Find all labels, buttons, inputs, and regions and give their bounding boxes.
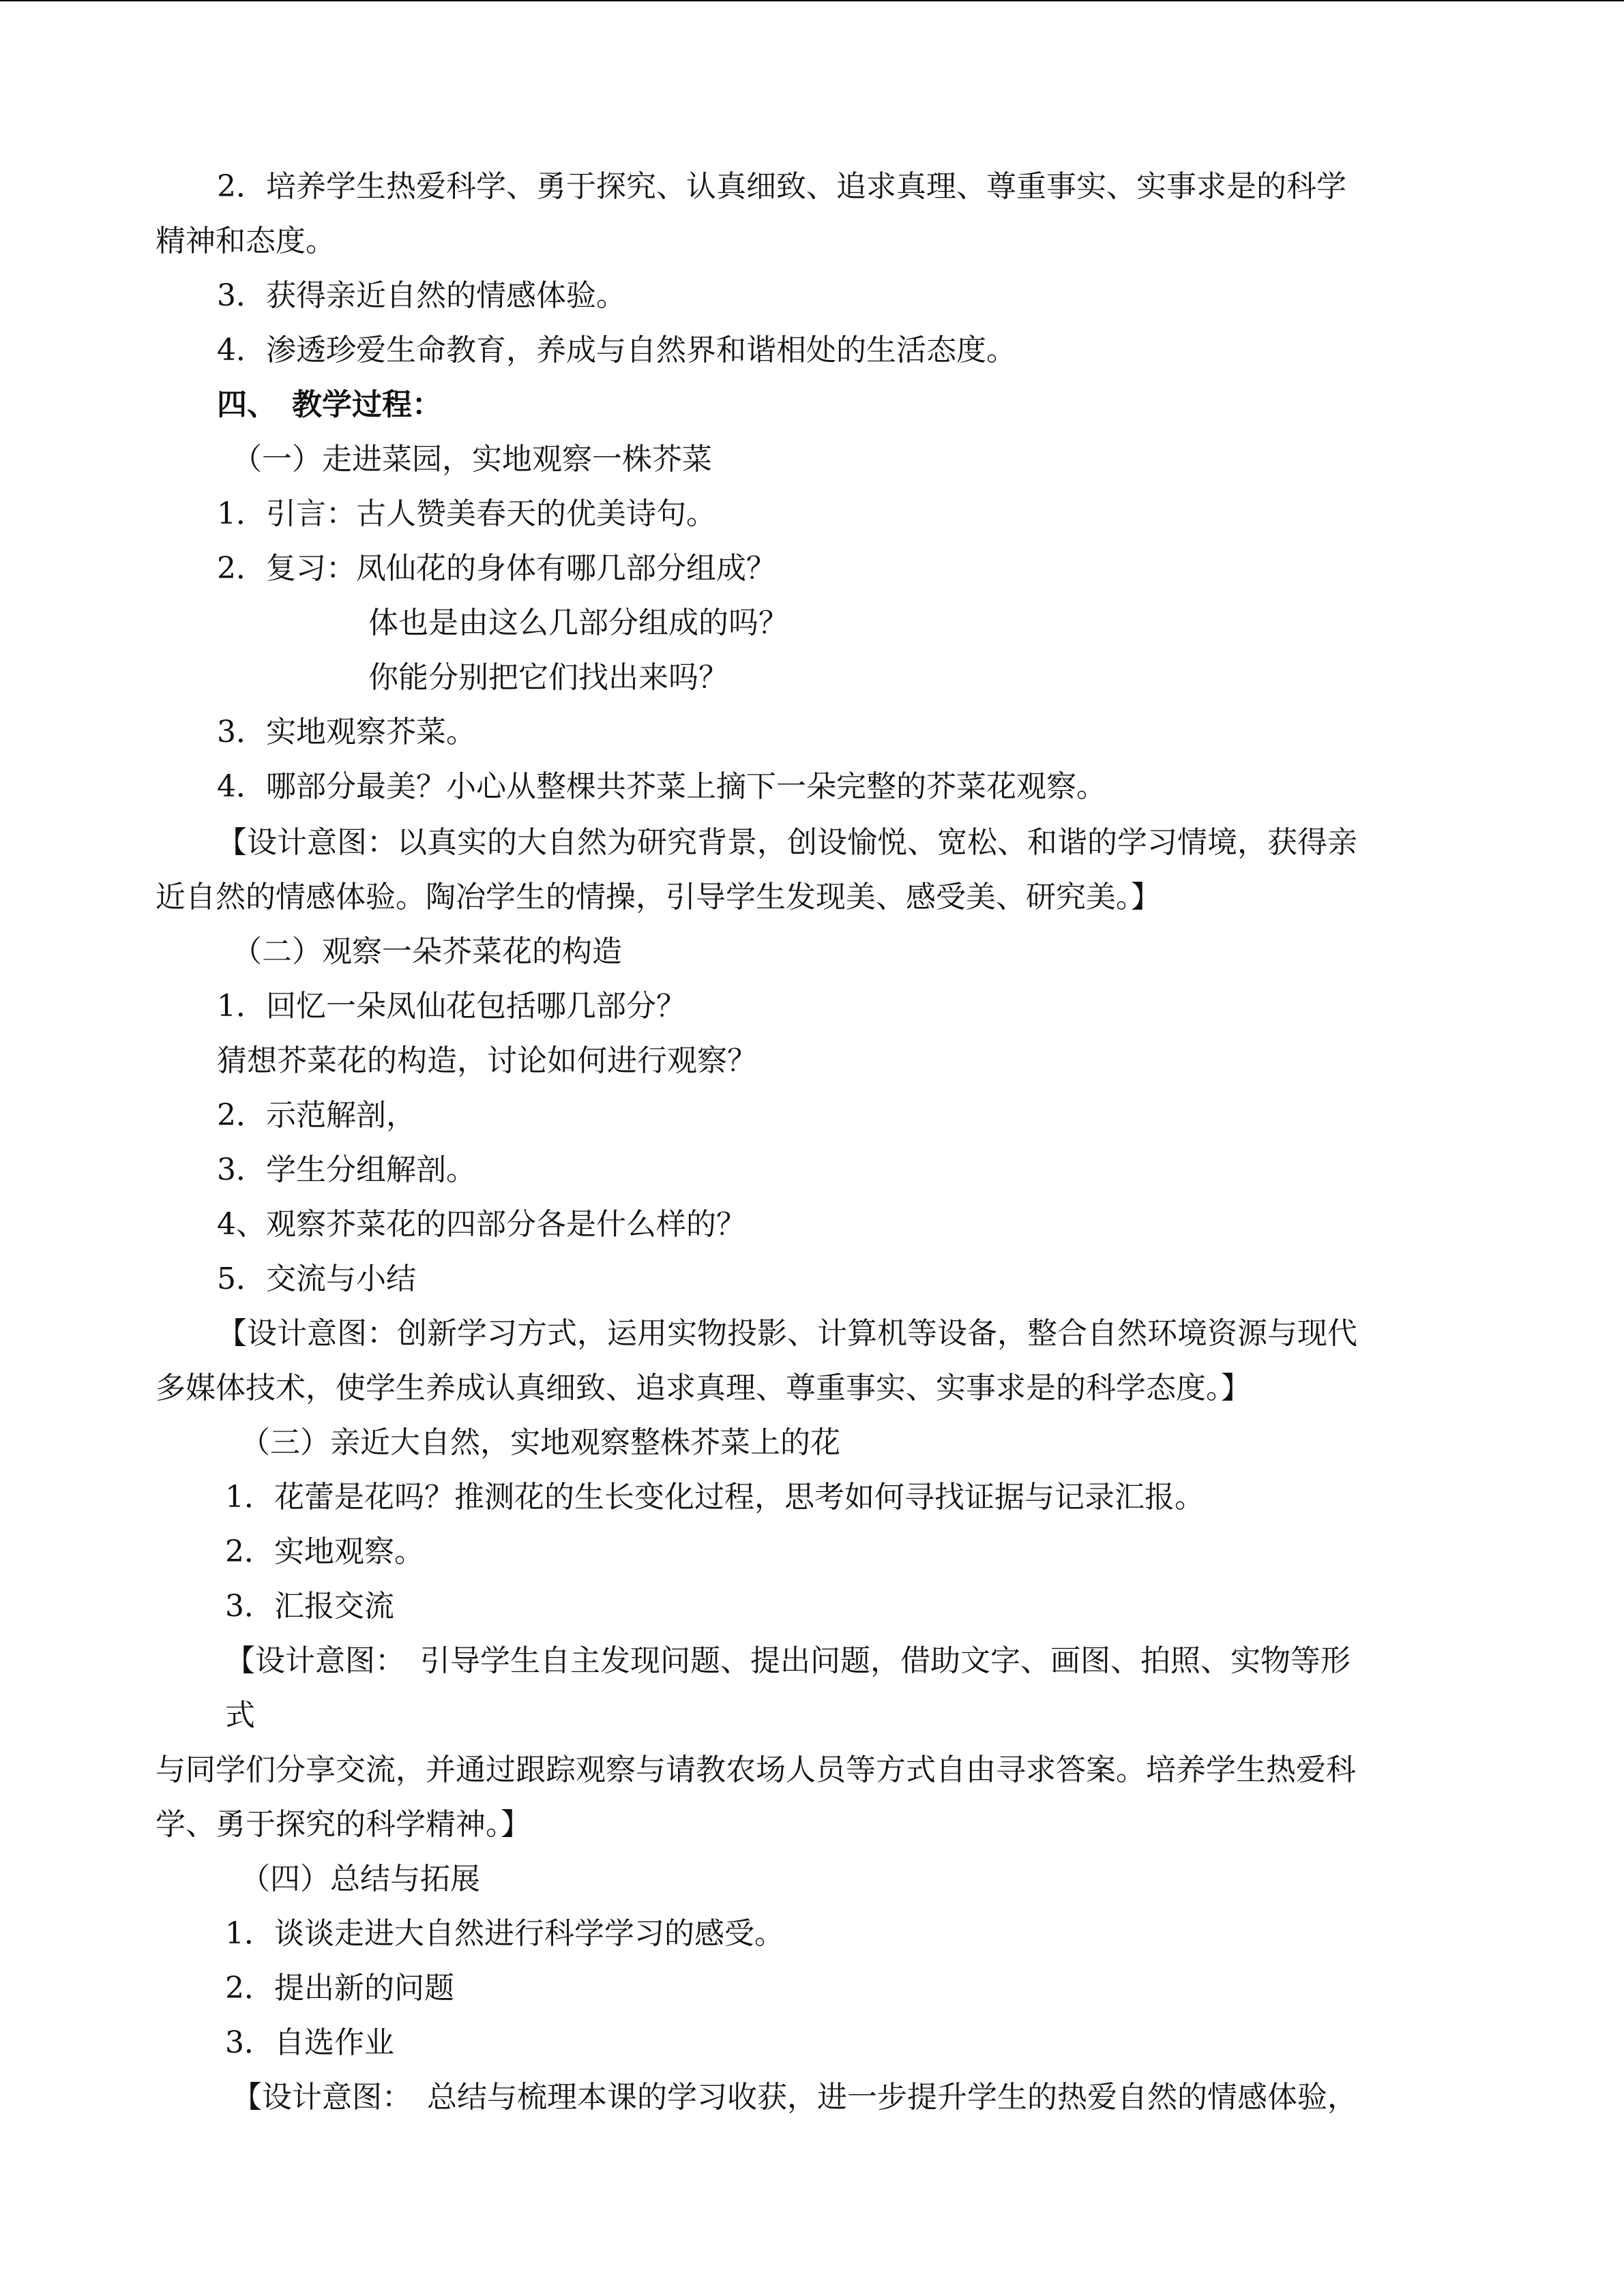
step-1-4: 4．哪部分最美？小心从整棵共芥菜上摘下一朵完整的芥菜花观察。 [217,769,1106,804]
design-intent-4-line-1: 【设计意图： 总结与梳理本课的学习收获，进一步提升学生的热爱自然的情感体验， [232,2080,1357,2115]
step-2-4: 4、观察芥菜花的四部分各是什么样的？ [217,1207,746,1242]
step-2-3: 3．学生分组解剖。 [217,1152,476,1187]
step-2-5: 5．交流与小结 [217,1262,416,1296]
design-intent-3-line-3: 与同学们分享交流，并通过跟踪观察与请教农场人员等方式自由寻求答案。培养学生热爱科 [156,1753,1356,1787]
step-4-1: 1．谈谈走进大自然进行科学学习的感受。 [225,1916,784,1951]
design-intent-2-line-2: 多媒体技术，使学生养成认真细致、追求真理、尊重事实、实事求是的科学态度。】 [156,1371,1251,1405]
step-4-3: 3．自选作业 [225,2025,394,2060]
design-intent-3-line-1: 【设计意图： 引导学生自主发现问题、提出问题，借助文字、画图、拍照、实物等形 [225,1643,1350,1678]
objective-2-line-2: 精神和态度。 [156,224,336,258]
step-3-2: 2．实地观察。 [225,1534,424,1569]
design-intent-3-line-2: 式 [225,1698,255,1733]
objective-2-line-1: 2．培养学生热爱科学、勇于探究、认真细致、追求真理、尊重事实、实事求是的科学 [217,169,1346,204]
subsection-heading-4: （四）总结与拓展 [240,1862,480,1896]
section-heading-teaching-process: 四、 教学过程： [217,387,442,422]
step-2-1: 1．回忆一朵凤仙花包括哪几部分？ [217,989,686,1024]
design-intent-2-line-1: 【设计意图：创新学习方式，运用实物投影、计算机等设备，整合自然环境资源与现代 [217,1316,1357,1351]
step-1-2-question-b: 你能分别把它们找出来吗？ [368,660,728,695]
step-4-2: 2．提出新的问题 [225,1971,454,2006]
step-1-3: 3．实地观察芥菜。 [217,715,476,749]
step-1-1: 1．引言：古人赞美春天的优美诗句。 [217,496,716,531]
subsection-heading-1: （一）走进菜园，实地观察一株芥菜 [232,442,712,477]
design-intent-1-line-2: 近自然的情感体验。陶冶学生的情操，引导学生发现美、感受美、研究美。】 [156,880,1161,914]
objective-4: 4．渗透珍爱生命教育，养成与自然界和谐相处的生活态度。 [217,333,1016,368]
step-2-1-guess: 猜想芥菜花的构造，讨论如何进行观察？ [217,1043,757,1078]
subsection-heading-3: （三）亲近大自然，实地观察整株芥菜上的花 [240,1425,840,1460]
page-top-border [0,0,1624,1]
objective-3: 3．获得亲近自然的情感体验。 [217,278,626,313]
step-1-2-question-a: 体也是由这么几部分组成的吗？ [368,606,788,640]
design-intent-1-line-1: 【设计意图：以真实的大自然为研究背景，创设愉悦、宽松、和谐的学习情境，获得亲 [217,825,1357,860]
step-3-3: 3．汇报交流 [225,1589,394,1624]
step-1-2: 2．复习：凤仙花的身体有哪几部分组成？ [217,551,776,586]
step-3-1: 1．花蕾是花吗？推测花的生长变化过程，思考如何寻找证据与记录汇报。 [225,1480,1205,1515]
subsection-heading-2: （二）观察一朵芥菜花的构造 [232,934,622,969]
design-intent-3-line-4: 学、勇于探究的科学精神。】 [156,1807,531,1842]
step-2-2: 2．示范解剖， [217,1098,416,1133]
